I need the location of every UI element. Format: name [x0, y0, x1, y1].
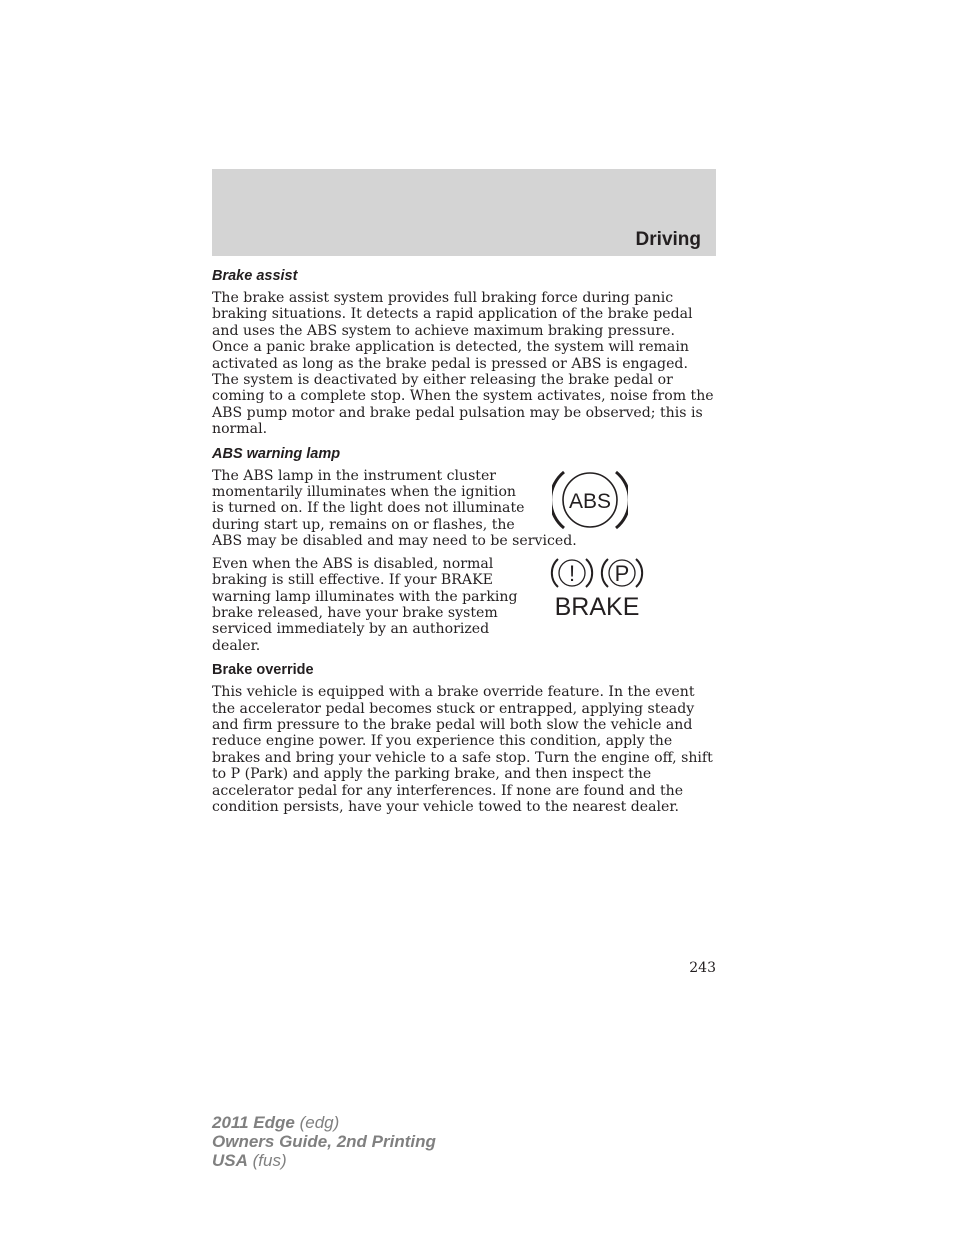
brake-assist-paragraph: The brake assist system provides full braking force during panic braking situations. It detects a rapid application of the brake pedal and uses the ABS system to achieve maximum braking pressure. Once a panic brake application is detected, the system will remain activated as long as the brake pedal is pressed or ABS is engaged. The system is deactivated by either releasing the brake pedal or coming to a complete stop. When the system activates, noise from the ABS pump motor and brake pedal pulsation may be observed; this is normal. — [212, 290, 714, 438]
brake-warning-icon — [550, 557, 646, 623]
footer-model: 2011 Edge — [212, 1113, 295, 1132]
brake-lamp-paragraph: Even when the ABS is disabled, normal braking is still effective. If your BRAKE warning lamp illuminates with the parking brake released, have your brake system serviced immediately by an authorized dealer. — [212, 555, 518, 654]
brake-icon-parking: P — [614, 560, 630, 586]
abs-lamp-paragraph: The ABS lamp in the instrument cluster momentarily illuminates when the ignition is turned on. If the light does not illuminate during start up, remains on or flashes, the ABS may be disabled and may need to be serviced. — [212, 467, 577, 550]
footer — [212, 1113, 436, 1170]
abs-icon-label: ABS — [568, 489, 612, 513]
section-title: Driving — [635, 229, 701, 250]
footer-line-2 — [212, 1132, 436, 1151]
brake-override-heading: Brake override — [212, 662, 314, 679]
brake-icon-label: BRAKE — [554, 592, 640, 621]
section-header-band — [212, 169, 716, 256]
page-content — [212, 266, 716, 815]
brake-override-paragraph: This vehicle is equipped with a brake override feature. In the event the accelerator pedal becomes stuck or entrapped, applying steady and firm pressure to the brake pedal will both slow the vehicle and reduce engine power. If you experience this condition, apply the brakes and bring your vehicle to a safe stop. Turn the engine off, shift to P (Park) and apply the parking brake, and then inspect the accelerator pedal for any interferences. If none are found and the condition persists, have your vehicle towed to the nearest dealer. — [212, 684, 713, 815]
footer-line-1 — [212, 1113, 436, 1132]
brake-icon-exclamation: ! — [568, 560, 576, 586]
page-number: 243 — [689, 960, 716, 976]
footer-model-code: (edg) — [299, 1113, 340, 1132]
footer-region-code: (fus) — [252, 1151, 287, 1170]
footer-region: USA — [212, 1151, 248, 1170]
footer-guide: Owners Guide, 2nd Printing — [212, 1132, 436, 1151]
footer-line-3 — [212, 1151, 436, 1170]
brake-assist-heading: Brake assist — [212, 268, 298, 284]
abs-warning-lamp-heading: ABS warning lamp — [212, 445, 341, 462]
abs-warning-icon — [552, 468, 628, 532]
